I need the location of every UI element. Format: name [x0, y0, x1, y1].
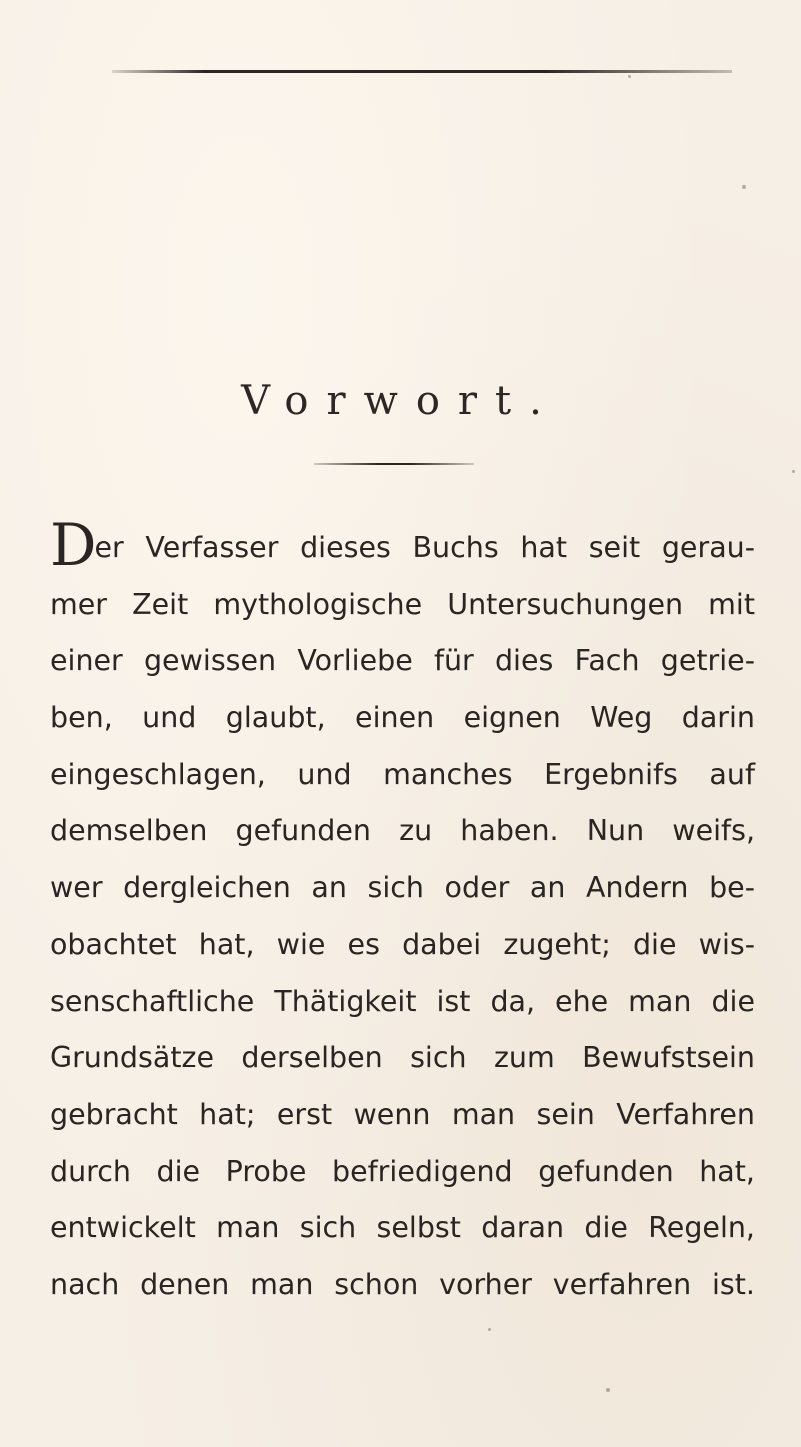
- title-divider: [314, 463, 474, 465]
- text-line: Grundsätze derselben sich zum Bewufstsein: [50, 1041, 755, 1075]
- paper-speck: [606, 1388, 610, 1392]
- first-line-text: er Verfasser dieses Buchs hat seit gerau-: [94, 531, 755, 564]
- top-rule: [112, 70, 732, 73]
- paper-speck: [488, 1328, 491, 1331]
- drop-cap: D: [50, 511, 97, 579]
- text-line: gebracht hat; erst wenn man sein Verfahren: [50, 1097, 755, 1131]
- text-line-1: [50, 511, 755, 579]
- preface-text: [50, 511, 755, 1314]
- text-line: wer dergleichen an sich oder an Andern be-: [50, 871, 755, 905]
- text-line: senschaftliche Thätigkeit ist da, ehe man die: [50, 984, 755, 1018]
- text-line: entwickelt man sich selbst daran die Regeln,: [50, 1211, 755, 1245]
- text-line: mer Zeit mythologische Untersuchungen mit: [50, 587, 755, 621]
- text-line: eingeschlagen, und manches Ergebnifs auf: [50, 757, 755, 791]
- text-line: ben, und glaubt, einen eignen Weg darin: [50, 701, 755, 735]
- page-title: Vorwort.: [241, 378, 560, 424]
- text-line: nach denen man schon vorher verfahren ist.: [50, 1267, 755, 1301]
- paper-speck: [792, 470, 795, 473]
- text-line: einer gewissen Vorliebe für dies Fach getrie-: [50, 644, 755, 678]
- text-line: durch die Probe befriedigend gefunden hat,: [50, 1154, 755, 1188]
- paper-speck: [628, 75, 631, 78]
- text-line: obachtet hat, wie es dabei zugeht; die wis-: [50, 927, 755, 961]
- paper-speck: [742, 185, 746, 189]
- text-line: demselben gefunden zu haben. Nun weifs,: [50, 814, 755, 848]
